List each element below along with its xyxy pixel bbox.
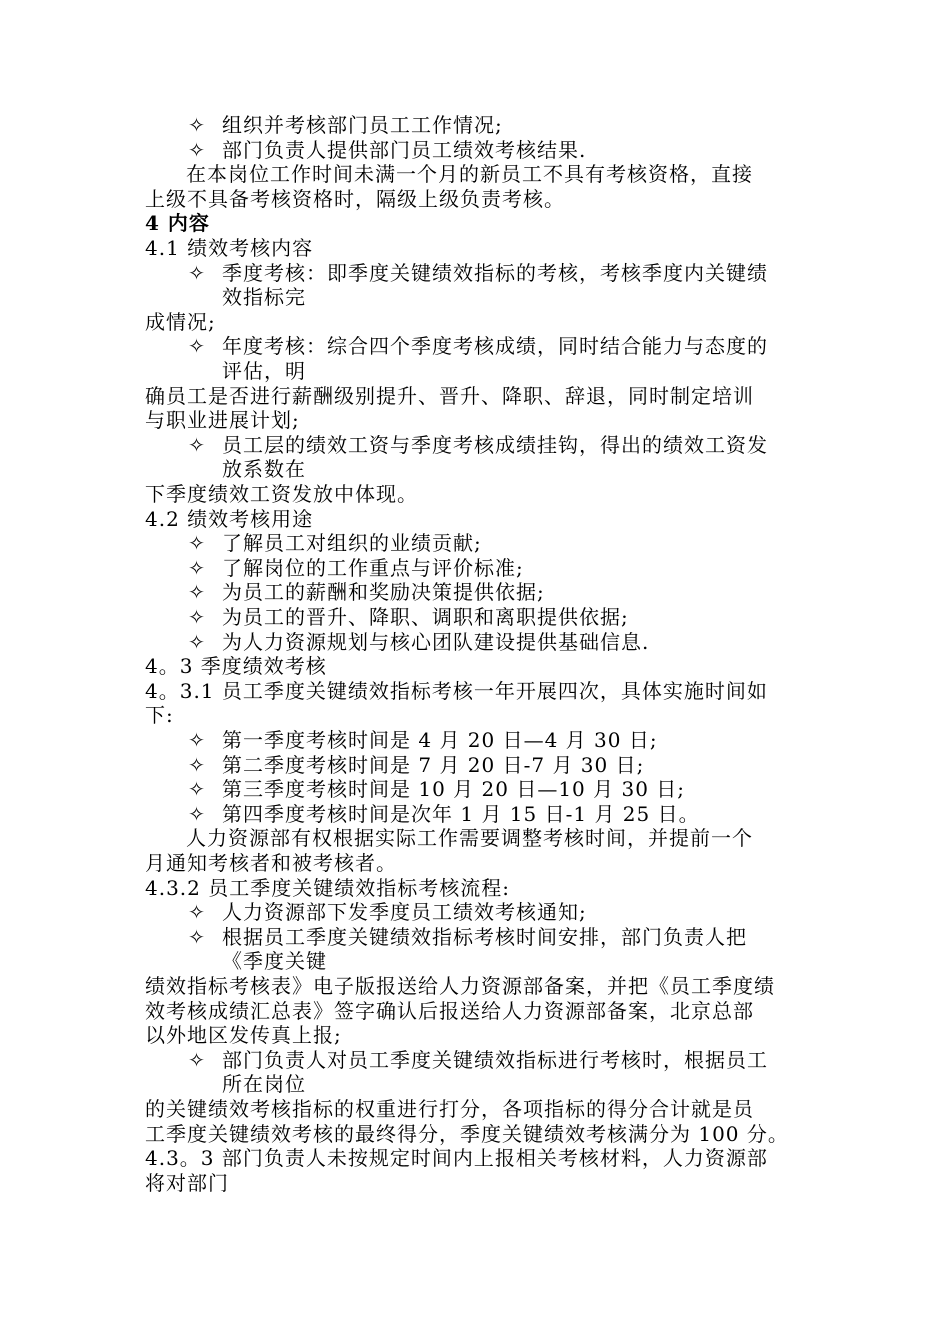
section-heading (0, 211, 950, 235)
line-text: 上级不具备考核资格时，隔级上级负责考核。 (145, 186, 565, 211)
text-line (0, 236, 950, 260)
text-line (0, 679, 950, 703)
line-text: 4.2 绩效考核用途 (145, 506, 314, 531)
text-line (0, 1097, 950, 1121)
diamond-bullet-icon: ✧ (188, 728, 206, 752)
diamond-bullet-icon: ✧ (188, 260, 206, 285)
bullet-item (0, 728, 950, 752)
line-text: 确员工是否进行薪酬级别提升、晋升、降职、辞退，同时制定培训 (145, 383, 754, 408)
diamond-bullet-icon: ✧ (188, 629, 206, 654)
text-line (0, 1023, 950, 1047)
text-line (0, 482, 950, 506)
bullet-item (0, 531, 950, 555)
line-text: 4。3 季度绩效考核 (145, 654, 327, 679)
line-text: 人力资源部有权根据实际工作需要调整考核时间，并提前一个 (186, 826, 753, 851)
line-text: 员工层的绩效工资与季度考核成绩挂钩，得出的绩效工资发 (222, 432, 768, 457)
diamond-bullet-icon: ✧ (188, 605, 206, 629)
text-line (0, 285, 950, 309)
text-line (0, 408, 950, 432)
bullet-item (0, 900, 950, 924)
text-line (0, 999, 950, 1023)
diamond-bullet-icon: ✧ (188, 113, 206, 137)
bullet-item (0, 802, 950, 826)
line-text: 第三季度考核时间是 10 月 20 日—10 月 30 日; (222, 777, 686, 802)
diamond-bullet-icon: ✧ (188, 334, 206, 359)
text-line (0, 703, 950, 727)
bullet-item (0, 138, 950, 162)
text-line (0, 384, 950, 408)
line-text: 绩效指标考核表》电子版报送给人力资源部备案，并把《员工季度绩 (145, 974, 775, 998)
bullet-item (0, 580, 950, 604)
line-text: 工季度关键绩效考核的最终得分，季度关键绩效考核满分为 100 分。 (145, 1121, 789, 1146)
bullet-item (0, 630, 950, 654)
diamond-bullet-icon: ✧ (188, 580, 206, 605)
line-text: 了解岗位的工作重点与评价标准; (222, 555, 524, 580)
text-line (0, 359, 950, 383)
line-text: 放系数在 (222, 457, 306, 482)
line-text: 与职业进展计划; (145, 408, 300, 433)
line-text: 第一季度考核时间是 4 月 20 日—4 月 30 日; (222, 728, 658, 752)
text-line (0, 1122, 950, 1146)
text-line (0, 457, 950, 481)
text-line (0, 310, 950, 334)
line-text: 了解员工对组织的业绩贡献; (222, 531, 482, 556)
text-line (0, 876, 950, 900)
diamond-bullet-icon: ✧ (188, 924, 206, 949)
text-line (0, 507, 950, 531)
line-text: 年度考核：综合四个季度考核成绩，同时结合能力与态度的 (222, 334, 768, 359)
diamond-bullet-icon: ✧ (188, 531, 206, 556)
line-text: 效考核成绩汇总表》签字确认后报送给人力资源部备案，北京总部 (145, 998, 754, 1023)
bullet-item (0, 925, 950, 949)
text-line (0, 1146, 950, 1170)
text-line (0, 654, 950, 678)
diamond-bullet-icon: ✧ (188, 1047, 206, 1072)
line-text: 《季度关键 (222, 949, 327, 974)
line-text: 4.3。3 部门负责人未按规定时间内上报相关考核材料，人力资源部 (145, 1146, 768, 1171)
text-line (0, 1171, 950, 1195)
line-text: 评估，明 (222, 359, 306, 383)
text-line (0, 162, 950, 186)
line-text: 4。3.1 员工季度关键绩效指标考核一年开展四次，具体实施时间如 (145, 678, 768, 703)
line-text: 在本岗位工作时间未满一个月的新员工不具有考核资格，直接 (186, 162, 753, 187)
line-text: 4.3.2 员工季度关键绩效指标考核流程: (145, 875, 510, 900)
line-text: 为员工的薪酬和奖励决策提供依据; (222, 580, 545, 605)
diamond-bullet-icon: ✧ (188, 555, 206, 580)
text-line (0, 1072, 950, 1096)
diamond-bullet-icon: ✧ (188, 752, 206, 777)
diamond-bullet-icon: ✧ (188, 137, 206, 162)
bullet-item (0, 556, 950, 580)
line-text: 为员工的晋升、降职、调职和离职提供依据; (222, 605, 629, 629)
text-line (0, 826, 950, 850)
line-text: 效指标完 (222, 285, 306, 310)
line-text: 以外地区发传真上报; (145, 1023, 342, 1048)
diamond-bullet-icon: ✧ (188, 432, 206, 457)
line-text: 第四季度考核时间是次年 1 月 15 日-1 月 25 日。 (222, 801, 700, 826)
text-line (0, 949, 950, 973)
line-text: 4.1 绩效考核内容 (145, 236, 314, 260)
line-text: 的关键绩效考核指标的权重进行打分，各项指标的得分合计就是员 (145, 1097, 754, 1121)
line-text: 季度考核：即季度关键绩效指标的考核，考核季度内关键绩 (222, 260, 768, 285)
text-line (0, 851, 950, 875)
line-text: 下季度绩效工资发放中体现。 (145, 482, 418, 506)
bullet-item (0, 1048, 950, 1072)
line-text: 第二季度考核时间是 7 月 20 日-7 月 30 日; (222, 752, 645, 777)
bullet-item (0, 261, 950, 285)
heading-text: 4 内容 (145, 211, 210, 236)
bullet-item (0, 777, 950, 801)
line-text: 人力资源部下发季度员工绩效考核通知; (222, 900, 587, 925)
bullet-item (0, 753, 950, 777)
diamond-bullet-icon: ✧ (188, 801, 206, 826)
line-text: 所在岗位 (222, 1072, 306, 1097)
diamond-bullet-icon: ✧ (188, 777, 206, 802)
line-text: 组织并考核部门员工工作情况; (222, 113, 503, 137)
line-text: 为人力资源规划与核心团队建设提供基础信息. (222, 629, 650, 654)
text-line (0, 974, 950, 998)
line-text: 部门负责人对员工季度关键绩效指标进行考核时，根据员工 (222, 1047, 768, 1072)
line-text: 部门负责人提供部门员工绩效考核结果. (222, 137, 587, 162)
bullet-item (0, 113, 950, 137)
bullet-item (0, 433, 950, 457)
line-text: 成情况; (145, 309, 216, 334)
line-text: 月通知考核者和被考核者。 (145, 851, 397, 875)
line-text: 将对部门 (145, 1170, 229, 1195)
text-line (0, 187, 950, 211)
bullet-item (0, 334, 950, 358)
diamond-bullet-icon: ✧ (188, 900, 206, 925)
line-text: 根据员工季度关键绩效指标考核时间安排，部门负责人把 (222, 924, 747, 949)
line-text: 下: (145, 703, 174, 728)
bullet-item (0, 605, 950, 629)
